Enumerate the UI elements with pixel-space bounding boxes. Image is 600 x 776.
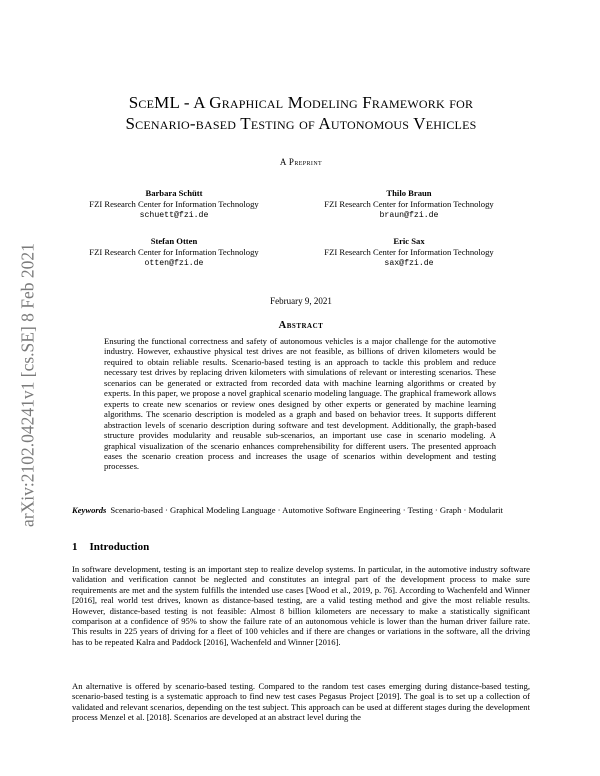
author-3	[74, 236, 274, 269]
arxiv-id: arXiv:2102.04241v1 [cs.SE] 8 Feb 2021	[17, 243, 38, 527]
title-line-1: SceML - A Graphical Modeling Framework for	[128, 93, 474, 112]
intro-paragraph-1: In software development, testing is an important step to realize develop systems. In particular, in the automotive industry software validation and verification cannot be neglected and constitutes an integral part of the development process to make sure requirements are met and the system fulfills the intended use cases [Wood et al., 2019, p. 76]. According to Wachenfeld and Winner [2016], real world test drives, known as distance-based testing, are a valid testing method and give the most reliable results. However, distance-based testing is not feasible: Almost 8 billion kilometers are necessary to make a statistically significant comparison at a confidence of 95% to show the failure rate of an autonomous vehicle is lower than the human driver failure rate. This results in 225 years of driving for a fleet of 100 vehicles and if there are changes or variations in the software, all the driving has to be repeated Kalra and Paddock [2016], Wachenfeld and Winner [2016].	[72, 564, 530, 647]
title-line-2: Scenario-based Testing of Autonomous Vehicles	[125, 114, 477, 133]
keywords-label: Keywords	[72, 505, 107, 515]
abstract-text: Ensuring the functional correctness and safety of autonomous vehicles is a major challenge for the automotive industry. However, exhaustive physical test drives are not feasible, as billions of driven kilometers would be required to obtain reliable results. Scenario-based testing is an approach to tackle this problem and reduce necessary test drives by replacing driven kilometers with simulations of relevant or interesting scenarios. These scenarios can be generated or extracted from recorded data with machine learning algorithms or created by experts. In this paper, we propose a novel graphical scenario modeling language. The graphical framework allows experts to create new scenarios or review ones designed by other experts or generated by machine learning algorithms. The scenario description is modeled as a graph and based on behavior trees. It supports different abstraction levels of scenario description during software and test development. Additionally, the graph-based structure provides modularity and reusable sub-scenarios, an important use case in scenario modeling. A graphical visualization of the scenario enhances comprehensibility for different users. The presented approach eases the scenario creation process and increases the usage of scenarios within development and testing processes.	[104, 336, 496, 472]
author-affiliation: FZI Research Center for Information Technology	[324, 247, 494, 257]
author-4	[309, 236, 509, 269]
intro-paragraph-2: An alternative is offered by scenario-based testing. Compared to the random test cases emerging during distance-based testing, scenario-based testing is a systematic approach to find new test cases Pegasus Project [2019]. The goal is to set up a collection of validated and relevant scenarios, depending on the test subject. This approach can be used at different stages during the development process Menzel et al. [2018]. Scenarios are developed at an abstract level during the	[72, 681, 530, 723]
paper-title	[72, 92, 530, 134]
arxiv-watermark	[10, 215, 46, 555]
author-affiliation: FZI Research Center for Information Technology	[89, 247, 259, 257]
author-name: Barbara Schütt	[145, 188, 203, 198]
author-email[interactable]: schuett@fzi.de	[139, 211, 209, 220]
author-1	[74, 188, 274, 221]
author-email[interactable]: sax@fzi.de	[384, 259, 434, 268]
keywords	[72, 505, 530, 515]
keywords-list: Scenario-based · Graphical Modeling Language · Automotive Software Engineering · Testing · Graph · Modularit	[110, 505, 503, 515]
section-title: Introduction	[89, 541, 150, 553]
abstract-heading: Abstract	[278, 320, 324, 331]
author-name: Stefan Otten	[150, 236, 198, 246]
author-name: Eric Sax	[393, 236, 425, 246]
section-heading	[72, 541, 149, 553]
author-2	[309, 188, 509, 221]
section-number: 1	[72, 541, 78, 553]
author-affiliation: FZI Research Center for Information Technology	[324, 199, 494, 209]
author-email[interactable]: braun@fzi.de	[379, 211, 439, 220]
author-affiliation: FZI Research Center for Information Technology	[89, 199, 259, 209]
author-email[interactable]: otten@fzi.de	[144, 259, 204, 268]
preprint-label: A Preprint	[279, 157, 323, 167]
paper-date: February 9, 2021	[270, 296, 332, 306]
author-name: Thilo Braun	[386, 188, 432, 198]
